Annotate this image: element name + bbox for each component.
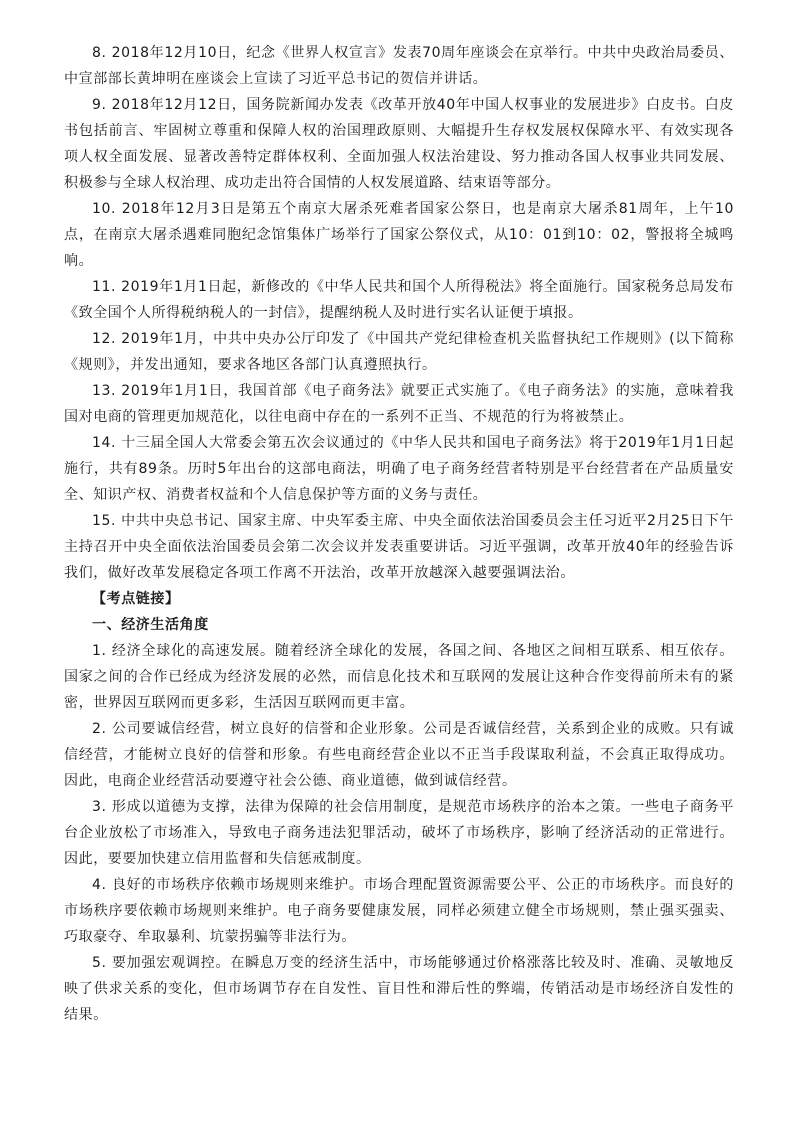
news-item-12: 12. 2019年1月，中共中央办公厅印发了《中国共产党纪律检查机关监督执纪工作规则》(以下简称《规则》，并发出通知，要求各地区各部门认真遵照执行。 bbox=[64, 331, 734, 373]
point-4: 4. 良好的市场秩序依赖市场规则来维护。市场合理配置资源需要公平、公正的市场秩序。而良好的市场秩序要依赖市场规则来维护。电子商务要健康发展，同样必须建立健全市场规则，禁止强买强卖、巧取豪夺、牟取暴利、坑蒙拐骗等非法行为。 bbox=[64, 877, 734, 945]
news-item-14: 14. 十三届全国人大常委会第五次会议通过的《中华人民共和国电子商务法》将于2019年1月1日起施行，共有89条。历时5年出台的这部电商法，明确了电子商务经营者特别是平台经营者在产品质量安全、知识产权、消费者权益和个人信息保护等方面的义务与责任。 bbox=[64, 435, 734, 503]
section-heading: 【考点链接】 bbox=[92, 591, 180, 607]
subsection-heading: 一、经济生活角度 bbox=[92, 617, 209, 633]
point-5: 5. 要加强宏观调控。在瞬息万变的经济生活中，市场能够通过价格涨落比较及时、准确、灵敏地反映了供求关系的变化，但市场调节存在自发性、盲目性和滞后性的弊端，传销活动是市场经济自发性的结果。 bbox=[64, 955, 734, 1023]
point-1: 1. 经济全球化的高速发展。随着经济全球化的发展，各国之间、各地区之间相互联系、相互依存。国家之间的合作已经成为经济发展的必然，而信息化技术和互联网的发展让这种合作变得前所未有的紧密，世界因互联网而更多彩，生活因互联网而更丰富。 bbox=[64, 643, 734, 711]
news-item-15: 15. 中共中央总书记、国家主席、中央军委主席、中央全面依法治国委员会主任习近平2月25日下午主持召开中央全面依法治国委员会第二次会议并发表重要讲话。习近平强调，改革开放40年的经验告诉我们，做好改革发展稳定各项工作离不开法治，改革开放越深入越要强调法治。 bbox=[64, 513, 734, 581]
point-3: 3. 形成以道德为支撑，法律为保障的社会信用制度，是规范市场秩序的治本之策。一些电子商务平台企业放松了市场准入，导致电子商务违法犯罪活动，破坏了市场秩序，影响了经济活动的正常进行。因此，要要加快建立信用监督和失信惩戒制度。 bbox=[64, 799, 734, 867]
news-item-10: 10. 2018年12月3日是第五个南京大屠杀死难者国家公祭日，也是南京大屠杀81周年，上午10点，在南京大屠杀遇难同胞纪念馆集体广场举行了国家公祭仪式，从10：01到10：02，警报将全城鸣响。 bbox=[64, 201, 734, 269]
document-page bbox=[64, 40, 734, 1028]
news-item-9: 9. 2018年12月12日，国务院新闻办发表《改革开放40年中国人权事业的发展进步》白皮书。白皮书包括前言、牢固树立尊重和保障人权的治国理政原则、大幅提升生存权发展权保障水平、有效实现各项人权全面发展、显著改善特定群体权利、全面加强人权法治建设、努力推动各国人权事业共同发展、积极参与全球人权治理、成功走出符合国情的人权发展道路、结束语等部分。 bbox=[64, 97, 734, 191]
news-item-13: 13. 2019年1月1日，我国首部《电子商务法》就要正式实施了。《电子商务法》的实施，意味着我国对电商的管理更加规范化，以往电商中存在的一系列不正当、不规范的行为将被禁止。 bbox=[64, 383, 734, 425]
news-item-8: 8. 2018年12月10日，纪念《世界人权宣言》发表70周年座谈会在京举行。中共中央政治局委员、中宣部部长黄坤明在座谈会上宣读了习近平总书记的贺信并讲话。 bbox=[64, 45, 734, 87]
point-2: 2. 公司要诚信经营，树立良好的信誉和企业形象。公司是否诚信经营，关系到企业的成败。只有诚信经营，才能树立良好的信誉和形象。有些电商经营企业以不正当手段谋取利益，不会真正取得成功。因此，电商企业经营活动要遵守社会公德、商业道德，做到诚信经营。 bbox=[64, 721, 734, 789]
news-item-11: 11. 2019年1月1日起，新修改的《中华人民共和国个人所得税法》将全面施行。国家税务总局发布《致全国个人所得税纳税人的一封信》，提醒纳税人及时进行实名认证便于填报。 bbox=[64, 279, 734, 321]
